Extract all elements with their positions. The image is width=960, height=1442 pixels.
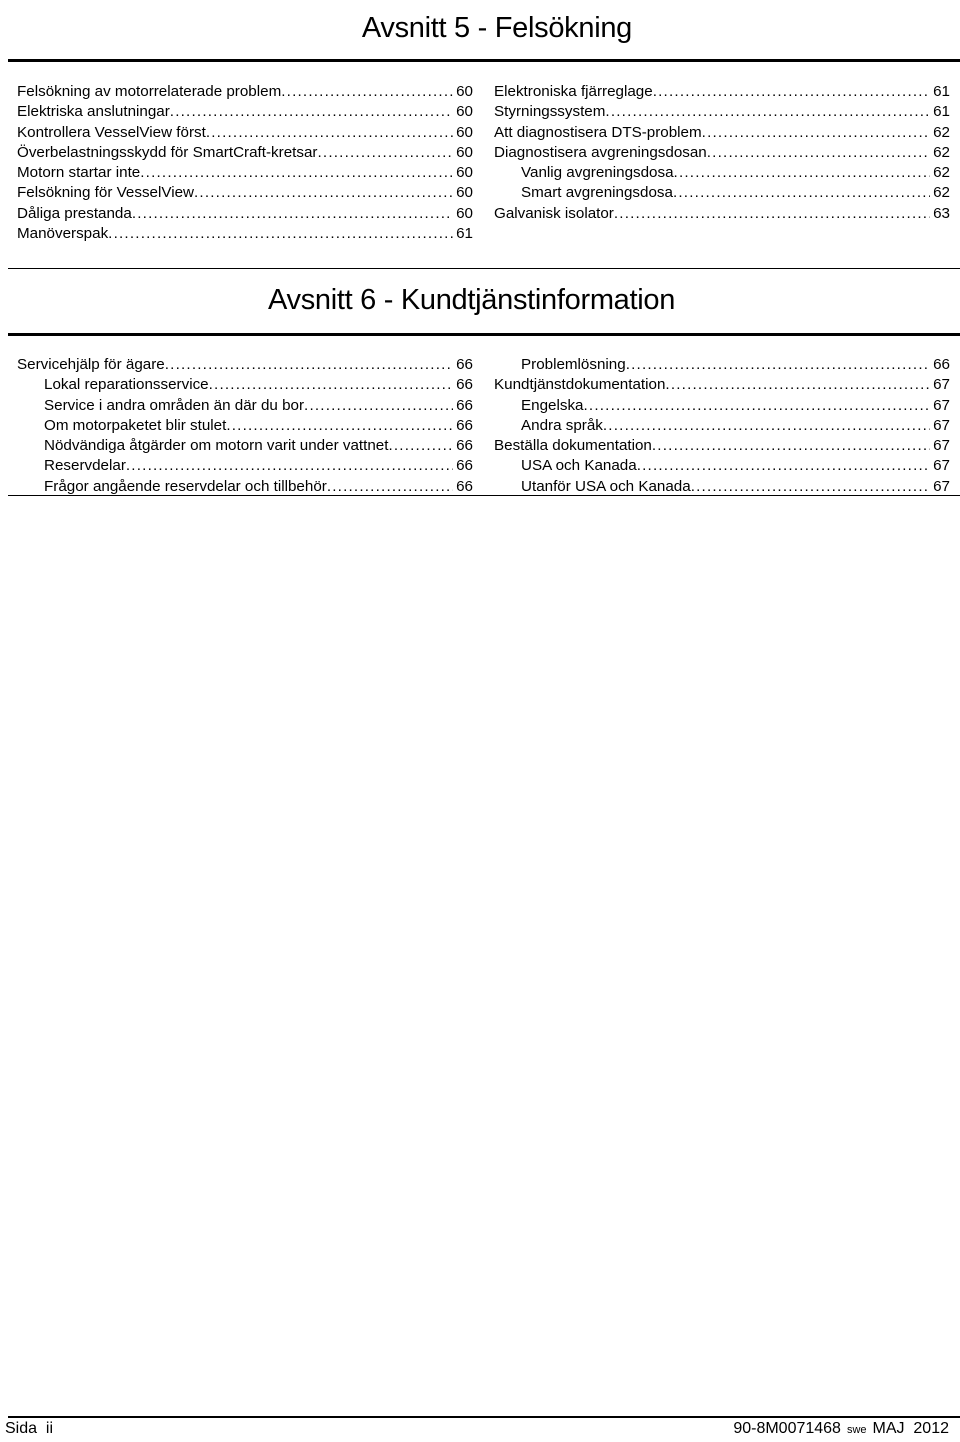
toc-entry-text: Andra språk <box>521 416 603 434</box>
toc-leader <box>605 102 930 122</box>
toc-page-number: 67 <box>933 477 950 495</box>
toc-entry-text: Servicehjälp för ägare <box>17 356 165 373</box>
toc-page-number: 66 <box>456 477 473 495</box>
toc-page-number: 60 <box>456 103 473 121</box>
section-5-top-rule <box>8 59 960 62</box>
section-5-right-column <box>494 82 950 224</box>
toc-entry-text: Reservdelar <box>44 457 126 475</box>
toc-leader <box>317 143 453 163</box>
toc-leader <box>637 456 930 476</box>
toc-entry[interactable] <box>494 123 950 143</box>
footer-language: swe <box>846 1424 867 1436</box>
toc-entry-text: Kontrollera VesselView först <box>17 123 206 141</box>
toc-page-number: 66 <box>456 457 473 475</box>
toc-entry-text: Att diagnostisera DTS-problem <box>494 123 702 141</box>
toc-entry[interactable] <box>494 456 950 476</box>
toc-entry[interactable] <box>17 102 473 122</box>
toc-leader <box>702 123 930 143</box>
toc-leader <box>665 375 930 395</box>
toc-entry[interactable] <box>494 82 950 102</box>
section-5-title: Avsnitt 5 - Felsökning <box>361 12 632 44</box>
toc-leader <box>614 204 930 224</box>
toc-entry-text: Problemlösning <box>521 356 626 373</box>
toc-leader <box>707 143 930 163</box>
toc-entry-text: Beställa dokumentation <box>494 437 652 455</box>
toc-page-number: 67 <box>933 396 950 414</box>
toc-page-number: 60 <box>456 123 473 141</box>
toc-page-number: 62 <box>933 184 950 202</box>
toc-page-number: 67 <box>933 437 950 455</box>
toc-leader <box>126 456 453 476</box>
section-6-left-column <box>17 355 473 497</box>
section-6-right-column <box>494 355 950 497</box>
section-5-left-column <box>17 82 473 244</box>
toc-entry-text: Kundtjänstdokumentation <box>494 376 666 394</box>
page-footer <box>5 1420 949 1442</box>
toc-leader <box>194 183 453 203</box>
toc-entry-text: Elektroniska fjärreglage <box>494 83 653 100</box>
toc-entry[interactable] <box>17 375 473 395</box>
toc-entry[interactable] <box>494 396 950 416</box>
toc-leader <box>170 102 453 122</box>
toc-page-number: 66 <box>456 376 473 394</box>
toc-entry-text: Frågor angående reservdelar och tillbehör <box>44 477 327 495</box>
toc-page-number: 61 <box>456 225 473 243</box>
toc-leader <box>304 396 453 416</box>
toc-entry-text: USA och Kanada <box>521 457 637 475</box>
footer-date: MAJ 2012 <box>872 1420 949 1437</box>
toc-leader <box>209 375 453 395</box>
toc-page-number: 66 <box>456 396 473 414</box>
toc-entry-text: Motorn startar inte <box>17 164 141 182</box>
toc-leader <box>226 416 453 436</box>
toc-leader <box>281 82 453 102</box>
toc-page-number: 60 <box>456 204 473 222</box>
toc-page-number: 61 <box>933 83 950 100</box>
toc-page-number: 67 <box>933 376 950 394</box>
toc-entry[interactable] <box>494 375 950 395</box>
toc-leader <box>140 163 453 183</box>
toc-entry-text: Galvanisk isolator <box>494 204 614 222</box>
toc-entry[interactable] <box>494 416 950 436</box>
toc-entry[interactable] <box>494 204 950 224</box>
toc-entry-text: Nödvändiga åtgärder om motorn varit under vattnet <box>44 437 389 455</box>
toc-entry[interactable] <box>494 183 950 203</box>
toc-leader <box>165 355 453 375</box>
toc-page-number: 62 <box>933 143 950 161</box>
toc-entry-text: Elektriska anslutningar <box>17 103 170 121</box>
toc-leader <box>653 82 930 102</box>
toc-entry-text: Överbelastningsskydd för SmartCraft-kretsar <box>17 143 318 161</box>
toc-page-number: 60 <box>456 83 473 100</box>
toc-entry[interactable] <box>494 102 950 122</box>
toc-entry[interactable] <box>494 355 950 375</box>
toc-page-number: 66 <box>456 416 473 434</box>
toc-leader <box>583 396 930 416</box>
toc-page-number: 66 <box>456 437 473 455</box>
toc-page-number: 66 <box>933 356 950 373</box>
toc-entry[interactable] <box>17 416 473 436</box>
section-6-top-rule <box>8 268 960 269</box>
toc-page-number: 60 <box>456 164 473 182</box>
toc-entry[interactable] <box>494 163 950 183</box>
toc-page-number: 60 <box>456 143 473 161</box>
toc-entry[interactable] <box>17 123 473 143</box>
toc-entry[interactable] <box>17 143 473 163</box>
toc-page-number: 67 <box>933 416 950 434</box>
toc-entry[interactable] <box>17 163 473 183</box>
toc-page-number: 62 <box>933 123 950 141</box>
toc-page-number: 63 <box>933 204 950 222</box>
toc-leader <box>206 123 453 143</box>
toc-entry[interactable] <box>17 456 473 476</box>
toc-entry[interactable] <box>17 436 473 456</box>
toc-entry-text: Lokal reparationsservice <box>44 376 209 394</box>
footer-rule <box>8 1416 960 1418</box>
toc-entry-text: Styrningssystem <box>494 103 606 121</box>
section-6-bottom-rule <box>8 495 960 496</box>
toc-entry-text: Felsökning av motorrelaterade problem <box>17 83 282 100</box>
toc-entry-text: Vanlig avgreningsdosa <box>521 164 674 182</box>
toc-entry[interactable] <box>17 224 473 244</box>
section-6-title: Avsnitt 6 - Kundtjänstinformation <box>268 284 676 316</box>
footer-page-label: Sida ii <box>5 1420 54 1437</box>
toc-page-number: 66 <box>456 356 473 373</box>
toc-page-number: 62 <box>933 164 950 182</box>
toc-entry[interactable] <box>17 396 473 416</box>
toc-entry[interactable] <box>17 355 473 375</box>
toc-leader <box>626 355 930 375</box>
toc-leader <box>652 436 930 456</box>
toc-leader <box>108 224 453 244</box>
toc-entry-text: Smart avgreningsdosa <box>521 184 673 202</box>
toc-leader <box>674 163 931 183</box>
toc-page-number: 67 <box>933 457 950 475</box>
toc-entry-text: Om motorpaketet blir stulet <box>44 416 227 434</box>
toc-entry-text: Service i andra områden än där du bor <box>44 396 305 414</box>
toc-entry[interactable] <box>17 82 473 102</box>
toc-entry-text: Utanför USA och Kanada <box>521 477 691 495</box>
toc-leader <box>388 436 453 456</box>
toc-page-number: 60 <box>456 184 473 202</box>
footer-doc-info <box>733 1420 949 1438</box>
toc-entry-text: Manöverspak <box>17 225 109 243</box>
section-6-title-rule <box>8 333 960 336</box>
toc-leader <box>132 204 453 224</box>
toc-entry-text: Felsökning för VesselView <box>17 184 194 202</box>
toc-entry[interactable] <box>17 204 473 224</box>
toc-entry[interactable] <box>17 183 473 203</box>
toc-entry[interactable] <box>494 436 950 456</box>
toc-page-number: 61 <box>933 103 950 121</box>
toc-entry-text: Diagnostisera avgreningsdosan <box>494 143 707 161</box>
footer-doc-number: 90-8M0071468 <box>733 1420 841 1437</box>
toc-entry-text: Engelska <box>521 396 584 414</box>
toc-leader <box>673 183 930 203</box>
toc-entry[interactable] <box>494 143 950 163</box>
toc-leader <box>603 416 930 436</box>
toc-entry-text: Dåliga prestanda <box>17 204 132 222</box>
